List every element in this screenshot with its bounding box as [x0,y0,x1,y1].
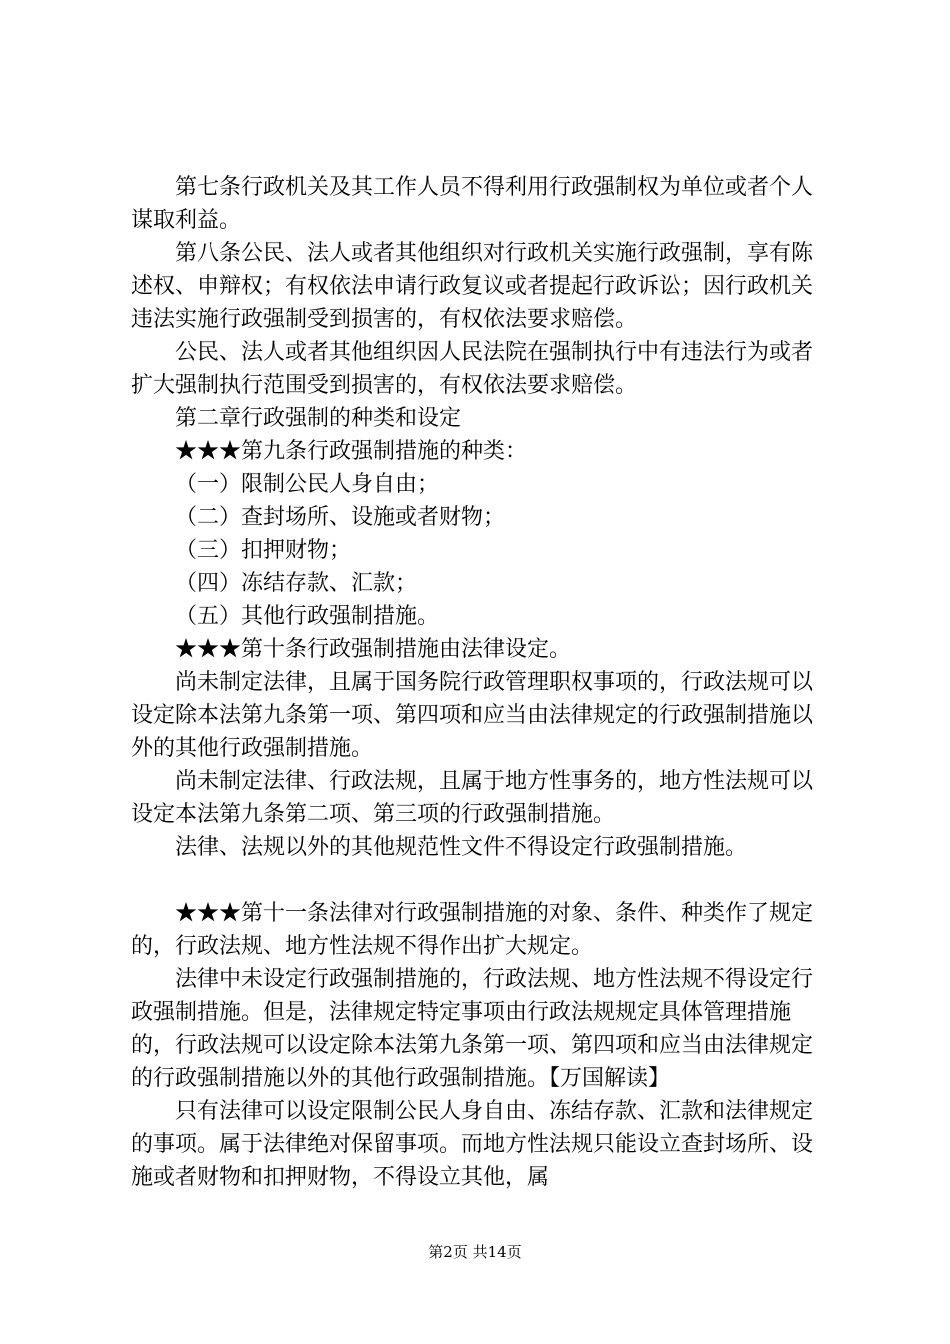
paragraph-interpretation: 只有法律可以设定限制公民人身自由、冻结存款、汇款和法律规定的事项。属于法律绝对保留事项。而地方性法规只能设立查封场所、设施或者财物和扣押财物，不得设立其他，属 [131,1099,814,1190]
list-item: （四）冻结存款、汇款； [175,571,418,596]
list-item: （二）查封场所、设施或者财物； [175,505,506,530]
chapter-heading: 第二章行政强制的种类和设定 [175,406,462,431]
paragraph-other-documents: 法律、法规以外的其他规范性文件不得设定行政强制措施。 [175,835,748,860]
paragraph-article-10: ★★★第十条行政强制措施由法律设定。 [175,637,572,662]
paragraph-state-council: 尚未制定法律，且属于国务院行政管理职权事项的，行政法规可以设定除本法第九条第一项、第四项和应当由法律规定的行政强制措施以外的其他行政强制措施。 [131,670,814,761]
list-item: （一）限制公民人身自由； [175,472,440,497]
paragraph-local-regulations: 尚未制定法律、行政法规，且属于地方性事务的，地方性法规可以设定本法第九条第二项、第三项的行政强制措施。 [131,769,814,827]
paragraph-court-compensation: 公民、法人或者其他组织因人民法院在强制执行中有违法行为或者扩大强制执行范围受到损害的，有权依法要求赔偿。 [131,340,814,398]
paragraph-article-11-clause: 法律中未设定行政强制措施的，行政法规、地方性法规不得设定行政强制措施。但是，法律规定特定事项由行政法规规定具体管理措施的，行政法规可以设定除本法第九条第一项、第四项和应当由法律规定的行政强制措施以外的其他行政强制措施。【万国解读】 [131,967,814,1091]
list-item: （三）扣押财物； [175,538,352,563]
paragraph-article-11: ★★★第十一条法律对行政强制措施的对象、条件、种类作了规定的，行政法规、地方性法规不得作出扩大规定。 [131,901,814,959]
paragraph-article-9: ★★★第九条行政强制措施的种类： [175,439,528,464]
paragraph-article-7: 第七条行政机关及其工作人员不得利用行政强制权为单位或者个人谋取利益。 [131,175,814,233]
paragraph-article-8: 第八条公民、法人或者其他组织对行政机关实施行政强制，享有陈述权、申辩权；有权依法申请行政复议或者提起行政诉讼；因行政机关违法实施行政强制受到损害的，有权依法要求赔偿。 [131,241,814,332]
document-body [131,171,831,1194]
list-item: （五）其他行政强制措施。 [175,604,440,629]
page-number-footer: 第2页 共14页 [428,1243,522,1261]
